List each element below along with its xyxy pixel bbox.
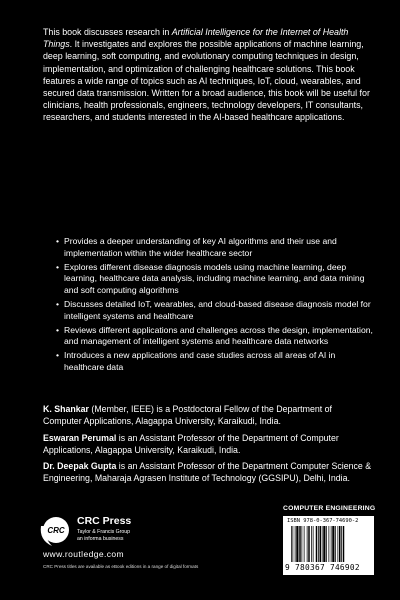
bullet-icon: •	[56, 350, 60, 361]
intro-after-title: . It investigates and explores the possible applications of machine learning, deep learning, soft computing, and evolutionary computing techniques in design, implementation, and optimization of challenging healthcare solutions. This book features a wide range of topics such as AI techniques, IoT, cloud, wearables, and secured data transmission. Written for a broad audience, this book will be useful for clinicians, health professionals, engineers, technology developers, IT consultants, researchers, and students interested in the AI-based healthcare applications.	[43, 39, 370, 123]
bullet-text: Discusses detailed IoT, wearables, and cloud-based disease diagnosis model for intelligent systems and healthcare	[64, 298, 371, 321]
bullet-icon: •	[56, 236, 60, 246]
bullet-icon: •	[56, 261, 60, 272]
bullet-text: Reviews different applications and challenges across the design, implementation, and management of intelligent systems and healthcare data networks	[64, 324, 373, 347]
list-item	[56, 325, 376, 349]
bullet-text: Introduces a new applications and case studies across all areas of AI in healthcare data	[64, 350, 336, 372]
publisher-group: Taylor & Francis Group	[77, 529, 131, 535]
publisher-name: CRC Press	[77, 515, 132, 527]
ean-number: 9 780367 746902	[285, 563, 360, 572]
publisher-tagline: an informa business	[77, 535, 124, 542]
author-name: Eswaran Perumal	[43, 433, 117, 443]
list-item	[56, 299, 376, 323]
list-item	[56, 262, 376, 297]
intro-before-title: This book discusses research in	[43, 27, 172, 37]
author-bio: (Member, IEEE) is a Postdoctoral Fellow of the Department of Computer Applications, Alagappa University, Karaikudi, India.	[43, 404, 332, 427]
author-name: Dr. Deepak Gupta	[43, 461, 117, 471]
isbn-barcode	[283, 516, 374, 575]
author-bio: is an Assistant Professor of the Department of Computer Applications, Alagappa University, Karaikudi, India.	[43, 433, 339, 456]
ebook-footnote: CRC Press titles are available as eBook editions in a range of digital formats	[43, 564, 199, 569]
crc-logo-icon	[43, 517, 69, 543]
bullet-icon: •	[56, 324, 60, 335]
bullet-icon: •	[56, 298, 60, 309]
barcode-icon	[291, 526, 367, 562]
list-item	[56, 236, 376, 260]
isbn-text: ISBN 978-0-367-74690-2	[287, 518, 359, 524]
author-bio: is an Assistant Professor of the Department Computer Science & Engineering, Maharaja Agrasen Institute of Technology (GGSIPU), Delhi, India.	[43, 461, 372, 484]
subject-category: COMPUTER ENGINEERING	[283, 505, 376, 512]
list-item	[56, 350, 376, 374]
logo-text: CRC	[47, 525, 65, 535]
feature-list	[56, 236, 376, 376]
bullet-text: Explores different disease diagnosis models using machine learning, deep learning, healthcare data analysis, including machine learning, and data mining and soft computing algorithms	[64, 261, 365, 296]
book-title-italic: Artificial Intelligence for the Internet of Health Things	[43, 27, 349, 50]
bullet-text: Provides a deeper understanding of key AI algorithms and their use and implementation within the wider healthcare sector	[64, 236, 337, 258]
publisher-url: www.routledge.com	[43, 549, 124, 559]
author-bio-gupta	[43, 460, 373, 484]
author-bio-perumal	[43, 432, 373, 456]
description-paragraph	[43, 26, 373, 124]
author-bio-shankar	[43, 403, 373, 427]
publisher-subtitle	[77, 529, 130, 542]
author-name: K. Shankar	[43, 404, 89, 414]
